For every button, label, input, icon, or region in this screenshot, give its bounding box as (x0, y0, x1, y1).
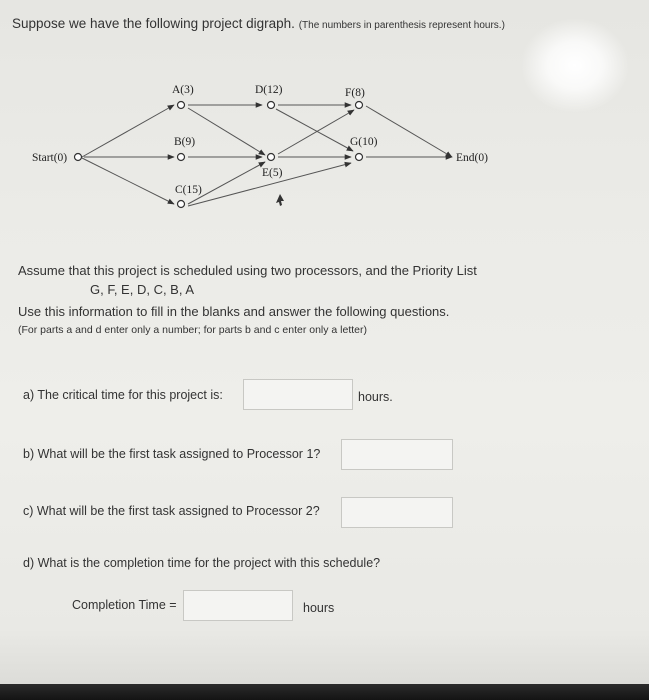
node-label-d: D(12) (255, 84, 283, 96)
bottom-bezel (0, 684, 649, 700)
project-digraph (0, 0, 649, 240)
completion-time-label: Completion Time = (72, 598, 177, 612)
edge-start-c (82, 158, 174, 204)
critical-time-input[interactable] (243, 379, 353, 410)
processor-2-input[interactable] (341, 497, 453, 528)
edge-d-g (276, 109, 353, 151)
assume-text: Assume that this project is scheduled using two processors, and the Priority List (18, 263, 477, 278)
node-c (178, 201, 185, 208)
parts-note: (For parts a and d enter only a number; for parts b and c enter only a letter) (18, 324, 368, 336)
edge-start-a (82, 105, 174, 157)
node-f (356, 102, 363, 109)
edge-a-e (188, 108, 265, 155)
instruction-text: Use this information to fill in the blanks and answer the following questions. (18, 304, 450, 319)
node-a (178, 102, 185, 109)
node-label-e: E(5) (262, 167, 283, 179)
node-e (268, 154, 275, 161)
node-label-c: C(15) (175, 184, 202, 196)
priority-list: G, F, E, D, C, B, A (90, 282, 195, 297)
node-label-g: G(10) (350, 136, 378, 148)
intro-text: Suppose we have the following project digraph. (12, 16, 295, 31)
node-label-end: End(0) (456, 152, 488, 164)
mouse-cursor-icon (276, 194, 284, 206)
question-b-label: b) What will be the first task assigned to Processor 1? (23, 447, 321, 461)
question-c-label: c) What will be the first task assigned to Processor 2? (23, 504, 320, 518)
node-label-b: B(9) (174, 136, 196, 148)
question-a-label: a) The critical time for this project is: (23, 388, 223, 402)
edge-c-e (188, 162, 265, 204)
node-start (75, 154, 82, 161)
node-label-a: A(3) (172, 84, 194, 96)
completion-time-input[interactable] (183, 590, 293, 621)
node-label-f: F(8) (345, 87, 365, 99)
question-a-unit: hours. (358, 390, 393, 404)
node-d (268, 102, 275, 109)
node-b (178, 154, 185, 161)
edge-f-end (366, 106, 452, 157)
processor-1-input[interactable] (341, 439, 453, 470)
question-d-unit: hours (303, 601, 335, 615)
question-d-label: d) What is the completion time for the project with this schedule? (23, 556, 381, 570)
node-label-start: Start(0) (32, 152, 68, 164)
node-g (356, 154, 363, 161)
intro-note: (The numbers in parenthesis represent hours.) (298, 20, 505, 31)
